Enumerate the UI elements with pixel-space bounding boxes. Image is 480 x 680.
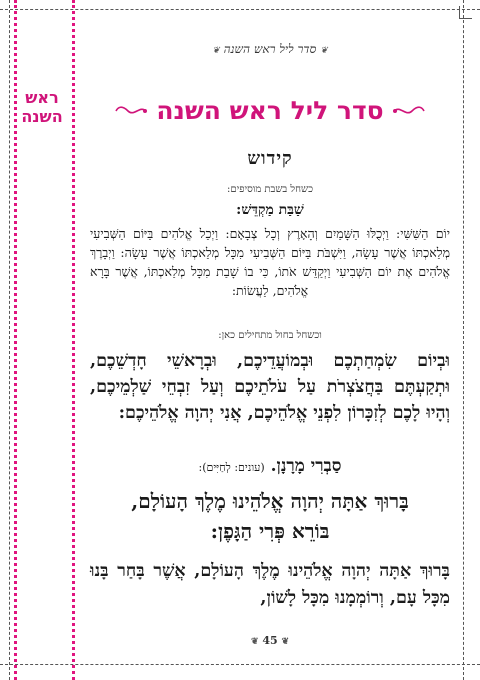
bracha-kiddush: בָּרוּךְ אַתָּה יְהוָה אֱלֹהֵינוּ מֶלֶךְ הָעוֹלָם, אֲשֶׁר בָּחַר בָּנוּ מִכָּל עָם, וְרוֹמְמָנוּ מִכָּל לָשׁוֹן, xyxy=(90,561,450,608)
crop-line-left xyxy=(9,0,10,680)
ornament-icon: ❦ xyxy=(212,46,220,56)
page-footer xyxy=(84,634,456,647)
title-row xyxy=(84,96,456,125)
savri-line xyxy=(84,456,456,476)
note-shabbat: כשחל בשבת מוסיפים: xyxy=(226,184,313,195)
shabbat-paragraph: יוֹם הַשִּׁשִּׁי: וַיְכֻלּוּ הַשָּׁמַיִם וְהָאָרֶץ וְכָל צְבָאָם: וַיְכַל אֱלֹהִים בַּיּוֹם הַשְּׁבִיעִי מְלַאכְתּוֹ אֲשֶׁר עָשָׂה, וַיִּשְׁבֹּת בַּיּוֹם הַשְּׁבִיעִי מִכָּל מְלַאכְתּוֹ אֲשֶׁר עָשָׂה: וַיְבָרֶךְ אֱלֹהִים אֶת יוֹם הַשְּׁבִיעִי וַיְקַדֵּשׁ אֹתוֹ, כִּי בוֹ שָׁבַת מִכָּל מְלַאכְתּוֹ, אֲשֶׁר בָּרָא אֱלֹהִים, לַעֲשׂוֹת: xyxy=(90,226,450,298)
crop-line-right xyxy=(463,0,464,680)
page-number: 45 xyxy=(262,634,278,647)
flourish-icon xyxy=(114,104,148,118)
bracha-gefen-line2: בּוֹרֵא פְּרִי הַגָּפֶן: xyxy=(210,519,330,543)
dotted-rule-right xyxy=(72,0,75,680)
side-tab-line2: השנה xyxy=(21,107,63,126)
running-head xyxy=(84,42,456,57)
side-tab-label[interactable] xyxy=(14,88,70,126)
side-tab-line1: ראש xyxy=(25,88,59,107)
ornament-icon: ❦ xyxy=(320,46,328,56)
weekday-paragraph: וּבְיוֹם שִׂמְחַתְכֶם וּבְמוֹעֲדֵיכֶם, וּבְרָאשֵׁי חָדְשֵׁכֶם, וּתְקַעְתֶּם בַּחֲצֹצְרֹת עַל עֹלֹתֵיכֶם וְעַל זִבְחֵי שַׁלְמֵיכֶם, וְהָיוּ לָכֶם לְזִכָּרוֹן לִפְנֵי אֱלֹהֵיכֶם, אֲנִי יְהוָה אֱלֹהֵיכֶם: xyxy=(90,351,450,423)
ornament-icon: ❦ xyxy=(281,637,290,647)
corner-fold-mark xyxy=(459,6,472,19)
shabbat-heading: שַׁבַּת מַקְדֵּשׁ: xyxy=(236,202,304,218)
page-title: סדר ליל ראש השנה xyxy=(156,96,384,125)
bracha-gefen xyxy=(90,486,450,546)
running-head-text: סדר ליל ראש השנה xyxy=(223,42,317,56)
bracha-gefen-line1: בָּרוּךְ אַתָּה יְהוָה אֱלֹהֵינוּ מֶלֶךְ הָעוֹלָם, xyxy=(131,489,409,513)
savri-response: (עונים: לְחַיִּים): xyxy=(198,461,265,474)
flourish-icon xyxy=(392,104,426,118)
prayer-page xyxy=(84,34,456,654)
ornament-icon: ❦ xyxy=(250,637,259,647)
note-weekday: וכשחל בחול מתחילים כאן: xyxy=(218,330,322,341)
savri-text: סַבְרִי מָרָנָן. xyxy=(270,456,342,476)
section-heading: קידוש xyxy=(247,148,293,169)
